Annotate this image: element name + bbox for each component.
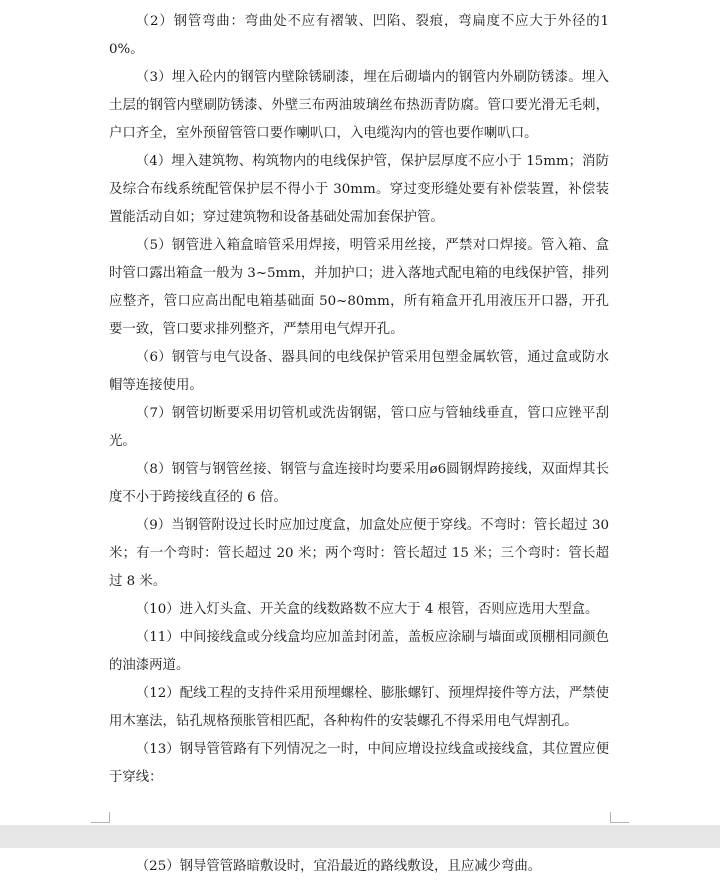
paragraph-12: （12）配线工程的支持件采用预埋螺栓、膨胀螺钉、预埋焊接件等方法，严禁使用木塞法，钻孔规格预胀管相匹配，各种构件的安装螺孔不得采用电气焊割孔。: [109, 686, 609, 729]
page-separator: [0, 825, 720, 848]
page-2-text-body: [109, 853, 609, 881]
paragraph-2: （2）钢管弯曲：弯曲处不应有褶皱、凹陷、裂痕，弯扁度不应大于外径的10%。: [109, 14, 609, 57]
crop-mark-bottom-left: [91, 812, 110, 823]
page-1-text-body: [109, 8, 609, 792]
paragraph-6: （6）钢管与电气设备、器具间的电线保护管采用包塑金属软管，通过盒或防水帽等连接使用。: [109, 350, 609, 393]
paragraph-9: （9）当钢管附设过长时应加过度盒，加盒处应便于穿线。不弯时：管长超过 30 米；有一个弯时：管长超过 20 米；两个弯时：管长超过 15 米；三个弯时：管长超过 8 米。: [109, 518, 609, 589]
crop-mark-bottom-right: [610, 812, 629, 823]
paragraph-25: （25）钢导管管路暗敷设时，宜沿最近的路线敷设，且应减少弯曲。: [135, 859, 542, 874]
paragraph-13: （13）钢导管管路有下列情况之一时，中间应增设拉线盒或接线盒，其位置应便于穿线：: [109, 742, 609, 785]
paragraph-8: （8）钢管与钢管丝接、钢管与盒连接时均要采用ø6圆钢焊跨接线，双面焊其长度不小于跨接线直径的 6 倍。: [109, 462, 609, 505]
paragraph-4: （4）埋入建筑物、构筑物内的电线保护管，保护层厚度不应小于 15mm；消防及综合布线系统配管保护层不得小于 30mm。穿过变形缝处要有补偿装置，补偿装置能活动自如；穿过建筑物和设备基础处需加套保护管。: [109, 154, 609, 225]
paragraph-11: （11）中间接线盒或分线盒均应加盖封闭盖，盖板应涂刷与墙面或顶棚相同颜色的油漆两道。: [109, 630, 609, 673]
paragraph-3: （3）埋入砼内的钢管内壁除锈刷漆，埋在后砌墙内的钢管内外刷防锈漆。埋入土层的钢管内壁刷防锈漆、外壁三布两油玻璃丝布热沥青防腐。管口要光滑无毛刺，户口齐全，室外预留管管口要作喇叭口，入电缆沟内的管也要作喇叭口。: [109, 70, 609, 141]
paragraph-7: （7）钢管切断要采用切管机或洗齿钢锯，管口应与管轴线垂直，管口应锉平刮光。: [109, 406, 609, 449]
paragraph-10: （10）进入灯头盒、开关盒的线数路数不应大于 4 根管，否则应选用大型盒。: [135, 602, 599, 617]
document-page-2: [0, 848, 720, 889]
paragraph-5: （5）钢管进入箱盒暗管采用焊接，明管采用丝接，严禁对口焊接。管入箱、盒时管口露出箱盒一般为 3~5mm，并加护口；进入落地式配电箱的电线保护管，排列应整齐，管口应高出配电箱基础面 50~80mm，所有箱盒开孔用液压开口器，开孔要一致，管口要求排列整齐，严禁用电气焊开孔。: [109, 238, 609, 337]
